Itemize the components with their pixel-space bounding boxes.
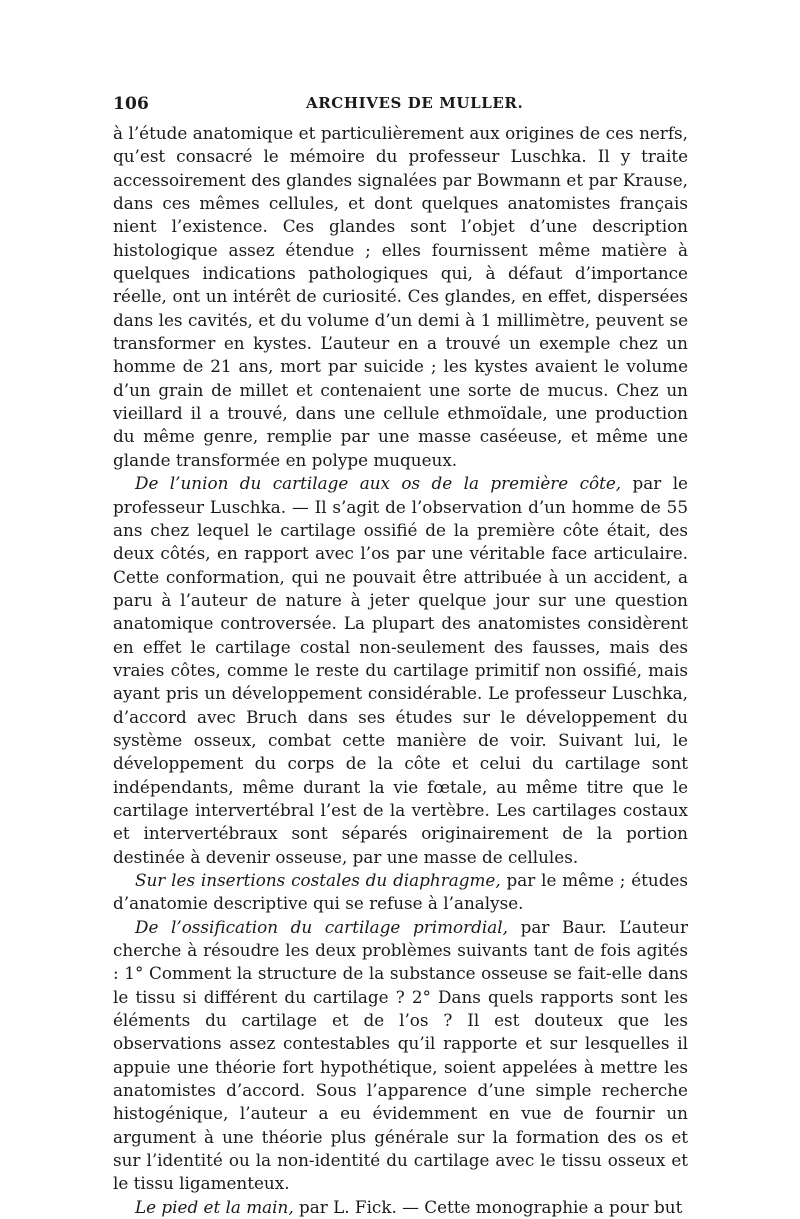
paragraph-diaphragm (113, 869, 688, 916)
paragraph-ossification (113, 916, 688, 1196)
paragraph-foot-hand (113, 1196, 688, 1219)
book-page (113, 94, 688, 1219)
paragraph-text: par L. Fick. — Cette monographie a pour but (293, 1196, 683, 1217)
paragraph-text: par Baur. L’auteur cherche à résoudre les deux problèmes suivants tant de fois agités : 1° Comment la structure de la substance osseuse se fait-elle dans le tissu si différent du cartilage ? 2° Dans quels rapports sont les éléments du cartilage et de l’os ? Il est douteux que les observations assez contestables qu’il rapporte et sur lesquelles il appuie une théorie fort hypothétique, soient appelées à mettre les anatomistes d’accord. Sous l’apparence d’une simple recherche histogénique, l’auteur a eu évidemment en vue de fournir un argument à une théorie plus générale sur la formation des os et sur l’identité ou la non-identité du cartilage avec le tissu osseux et le tissu ligamenteux. (113, 916, 688, 1194)
paragraph-first-rib (113, 472, 688, 869)
paragraph-nerves (113, 122, 688, 472)
paragraph-italic-title: Sur les insertions costales du diaphragme, (135, 870, 501, 890)
paragraph-text: par le professeur Luschka. — Il s’agit de l’observation d’un homme de 55 ans chez lequel le cartilage ossifié de la première côte était, des deux côtés, en rapport avec l’os par une véritable face articulaire. Cette conformation, qui ne pouvait être attribuée à un accident, a paru à l’auteur de nature à jeter quelque jour sur une question anatomique controversée. La plupart des anatomistes considèrent en effet le cartilage costal non-seulement des fausses, mais des vraies côtes, comme le reste du cartilage primitif non ossifié, mais ayant pris un développement considérable. Le professeur Luschka, d’accord avec Bruch dans ses études sur le développement du système osseux, combat cette manière de voir. Suivant lui, le développement du corps de la côte et celui du cartilage sont indépendants, même durant la vie fœtale, au même titre que le cartilage intervertébral l’est de la vertèbre. Les cartilages costaux et intervertébraux sont séparés originairement de la portion destinée à devenir osseuse, par une masse de cellules. (113, 473, 688, 867)
paragraph-text: à l’étude anatomique et particulièrement aux origines de ces nerfs, qu’est consacré le mémoire du professeur Luschka. Il y traite accessoirement des glandes signalées par Bowmann et par Krause, dans ces mêmes cellules, et dont quelques anatomistes français nient l’existence. Ces glandes sont l’objet d’une description histologique assez étendue ; elles fournissent même matière à quelques indications pathologiques qui, à défaut d’importance réelle, ont un intérêt de curiosité. Ces glandes, en effet, dispersées dans les cavités, et du volume d’un demi à 1 millimètre, peuvent se transformer en kystes. L’auteur en a trouvé un exemple chez un homme de 21 ans, mort par suicide ; les kystes avaient le volume d’un grain de millet et contenaient une sorte de mucus. Chez un vieillard il a trouvé, dans une cellule ethmoïdale, une production du même genre, remplie par une masse caséeuse, et même une glande transformée en polype muqueux. (113, 123, 688, 470)
paragraph-text: par le même ; études d’anatomie descriptive qui se refuse à l’analyse. (113, 870, 688, 914)
paragraph-italic-title: Le pied et la main, (135, 1196, 294, 1217)
paragraph-italic-title: De l’ossification du cartilage primordial, (135, 916, 508, 937)
paragraph-italic-title: De l’union du cartilage aux os de la première côte, (135, 473, 622, 494)
body-text (113, 122, 688, 1219)
page-number: 106 (113, 94, 150, 114)
running-head (113, 94, 688, 122)
running-title: ARCHIVES DE MULLER. (306, 94, 524, 112)
